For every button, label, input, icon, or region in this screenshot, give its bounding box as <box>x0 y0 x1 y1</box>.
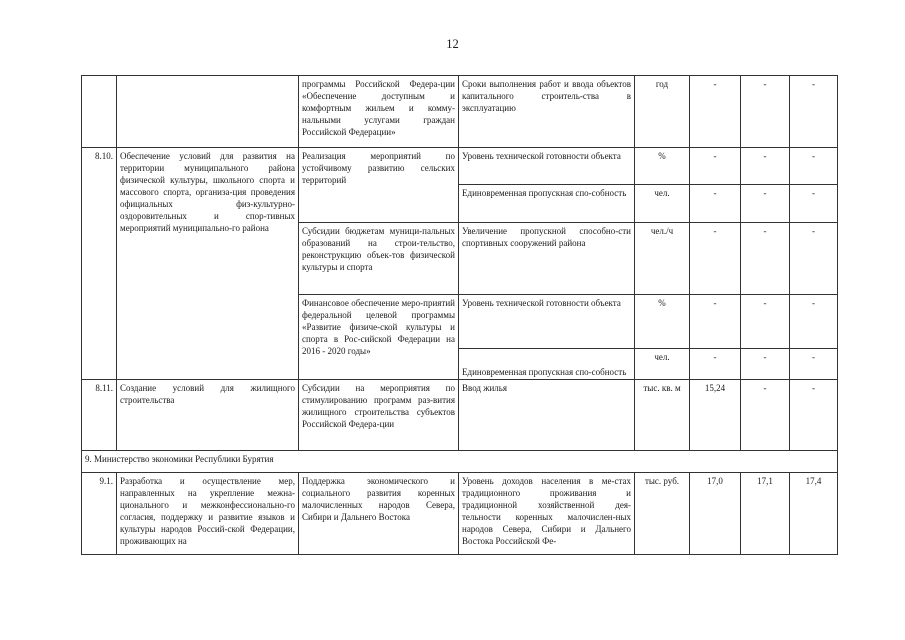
value-cell: - <box>690 148 741 185</box>
indicator-cell: Единовременная пропускная спо-собность <box>459 185 635 223</box>
indicator-cell: Уровень технической готовности объекта <box>459 148 635 185</box>
value-cell: - <box>690 76 741 148</box>
table-row <box>82 76 838 148</box>
value-cell: - <box>741 76 790 148</box>
row-number-cell: 8.10. <box>82 148 117 380</box>
row-number-cell: 8.11. <box>82 380 117 451</box>
indicator-cell: Единовременная пропускная спо-собность <box>459 349 635 380</box>
goal-cell <box>117 76 299 148</box>
activity-cell: Поддержка экономического и социального развития коренных малочисленных народов Севера, Сибири и Дальнего Востока <box>299 473 459 555</box>
value-cell: - <box>790 380 838 451</box>
indicator-cell: Увеличение пропускной способно-сти спортивных сооружений района <box>459 223 635 295</box>
value-cell: - <box>790 295 838 349</box>
indicator-cell: Уровень доходов населения в ме-стах традиционного проживания и традиционной хозяйственной дея-тельности коренных малочислен-ных народов Севера, Сибири и Дальнего Востока Российской Фе- <box>459 473 635 555</box>
row-number-cell: 9.1. <box>82 473 117 555</box>
value-cell: - <box>790 223 838 295</box>
table-row <box>82 148 838 185</box>
value-cell: 15,24 <box>690 380 741 451</box>
value-cell: - <box>690 295 741 349</box>
unit-cell: тыс. кв. м <box>635 380 690 451</box>
section-header-row <box>82 451 838 473</box>
table-row <box>82 380 838 451</box>
value-cell: - <box>741 295 790 349</box>
unit-cell: % <box>635 295 690 349</box>
value-cell: - <box>790 349 838 380</box>
goal-cell: Обеспечение условий для развития на территории муниципального района физической культуры, школьного спорта и массового спорта, организа-ция проведения официальных физ-культурно-оздоровительных и спор-тивных мероприятий муниципально-го района <box>117 148 299 380</box>
row-number-cell <box>82 76 117 148</box>
indicator-cell: Ввод жилья <box>459 380 635 451</box>
unit-cell: чел. <box>635 185 690 223</box>
unit-cell: тыс. руб. <box>635 473 690 555</box>
value-cell: - <box>741 148 790 185</box>
activity-cell: Реализация мероприятий по устойчивому развитию сельских территорий <box>299 148 459 223</box>
value-cell: - <box>741 380 790 451</box>
section-title: 9. Министерство экономики Республики Бурятия <box>82 451 838 473</box>
table-row <box>82 473 838 555</box>
unit-cell: чел. <box>635 349 690 380</box>
activity-cell: Субсидии бюджетам муници-пальных образований на строи-тельство, реконструкцию объек-тов физической культуры и спорта <box>299 223 459 295</box>
value-cell: - <box>790 185 838 223</box>
value-cell: - <box>690 185 741 223</box>
value-cell: 17,4 <box>790 473 838 555</box>
activity-cell: программы Российской Федера-ции «Обеспечение доступным и комфортным жильем и комму-нальными услугами граждан Российской Федерации» <box>299 76 459 148</box>
value-cell: - <box>790 76 838 148</box>
unit-cell: % <box>635 148 690 185</box>
value-cell: - <box>741 349 790 380</box>
page-number: 12 <box>446 37 459 51</box>
value-cell: 17,0 <box>690 473 741 555</box>
goal-cell: Создание условий для жилищного строительства <box>117 380 299 451</box>
value-cell: 17,1 <box>741 473 790 555</box>
indicator-cell: Уровень технической готовности объекта <box>459 295 635 349</box>
value-cell: - <box>741 185 790 223</box>
value-cell: - <box>790 148 838 185</box>
unit-cell: год <box>635 76 690 148</box>
unit-cell: чел./ч <box>635 223 690 295</box>
indicators-table <box>81 75 838 555</box>
goal-cell: Разработка и осуществление мер, направленных на укрепление межна-ционального и межконфессионально-го согласия, поддержку и развитие языков и культуры народов Россий-ской Федерации, проживающих на <box>117 473 299 555</box>
indicator-cell: Сроки выполнения работ и ввода объектов капитального строитель-ства в эксплуатацию <box>459 76 635 148</box>
value-cell: - <box>690 223 741 295</box>
value-cell: - <box>741 223 790 295</box>
value-cell: - <box>690 349 741 380</box>
activity-cell: Финансовое обеспечение меро-приятий федеральной целевой программы «Развитие физиче-ской культуры и спорта в Рос-сийской Федерации на 2016 - 2020 годы» <box>299 295 459 380</box>
activity-cell: Субсидии на мероприятия по стимулированию программ раз-вития жилищного строительства субъектов Российской Федера-ции <box>299 380 459 451</box>
